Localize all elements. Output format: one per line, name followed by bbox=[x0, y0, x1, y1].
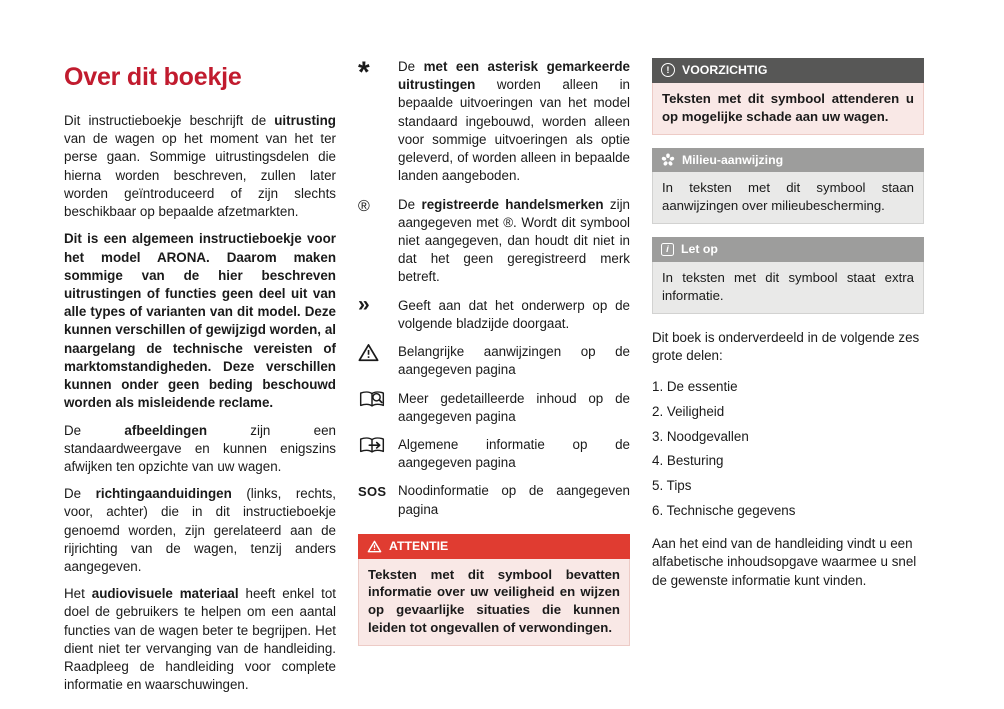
environment-box-body: In teksten met dit symbool staan aanwijzingen over milieubescherming. bbox=[652, 172, 924, 224]
note-box-title: Let op bbox=[681, 242, 718, 257]
environment-box-title: Milieu-aanwijzing bbox=[682, 152, 784, 167]
warning-triangle-icon bbox=[367, 540, 382, 553]
asterisk-icon: * bbox=[358, 56, 370, 89]
paragraph-arona-notice: Dit is een algemeen instructieboekje voor het model ARONA. Daarom maken sommige van de hier beschreven uitrustingen of functies geen deel uit van alle types of varianten van dit model. Deze kunnen verschillen of gewijzigd worden, al naargelang de technische vereisten of marktomstandigheden. Deze verschillen kunnen onder geen beding beschouwd worden als misleidende reclame. bbox=[64, 231, 336, 411]
page-content bbox=[64, 58, 924, 704]
book-structure-intro: Dit boek is onderverdeeld in de volgende zes grote delen: bbox=[652, 329, 920, 364]
legend-text: Algemene informatie op de aangegeven pagina bbox=[398, 436, 630, 471]
section-item: 5. Tips bbox=[652, 478, 692, 494]
attention-box bbox=[358, 534, 630, 647]
column-intro bbox=[64, 58, 336, 704]
legend-item-general-info bbox=[358, 436, 630, 472]
legend-item-registered bbox=[358, 196, 630, 287]
caution-box-title: VOORZICHTIG bbox=[682, 63, 768, 77]
info-icon: i bbox=[661, 243, 674, 256]
legend-text: De met een asterisk gemarkeerde uitrustingen worden alleen in bepaalde uitvoeringen van het model standaard ingebouwd, worden alleen voor sommige uitvoeringen als optie geleverd, of worden alleen in bepaalde landen aangeboden. bbox=[398, 59, 631, 184]
book-sections-list bbox=[652, 378, 924, 520]
attention-box-header bbox=[358, 534, 630, 559]
paragraph-afbeeldingen: De afbeeldingen zijn een standaardweergave en kunnen enigszins afwijken ten opzichte van uw wagen. bbox=[64, 422, 336, 474]
caution-box-body: Teksten met dit symbool attenderen u op mogelijke schade aan uw wagen. bbox=[652, 83, 924, 135]
note-box bbox=[652, 237, 924, 314]
book-magnifier-icon bbox=[358, 390, 398, 426]
legend-item-asterisk bbox=[358, 58, 630, 186]
column-symbols bbox=[358, 58, 630, 704]
legend-text: Geeft aan dat het onderwerp op de volgende bladzijde doorgaat. bbox=[398, 297, 630, 331]
attention-box-body: Teksten met dit symbool bevatten informatie over uw veiligheid en wijzen op gevaarlijke situaties die kunnen leiden tot ongevallen of verwondingen. bbox=[358, 559, 630, 647]
section-item: 1. De essentie bbox=[652, 379, 738, 395]
book-arrow-icon bbox=[358, 436, 398, 472]
column-notes bbox=[652, 58, 924, 704]
environment-flower-icon bbox=[661, 153, 675, 167]
legend-item-continue bbox=[358, 292, 630, 333]
section-item: 3. Noodgevallen bbox=[652, 428, 749, 444]
double-chevron-icon: » bbox=[358, 292, 370, 316]
legend-item-detail bbox=[358, 390, 630, 426]
caution-box bbox=[652, 58, 924, 135]
section-item: 2. Veiligheid bbox=[652, 404, 725, 420]
page-title: Over dit boekje bbox=[64, 63, 242, 91]
legend-text: Meer gedetailleerde inhoud op de aangegeven pagina bbox=[398, 390, 630, 424]
section-item: 6. Technische gegevens bbox=[652, 502, 796, 518]
paragraph-uitrusting: Dit instructieboekje beschrijft de uitrusting van de wagen op het moment van het ter perse gaan. Sommige uitrustingsdelen die hierna worden beschreven, zullen later worden geïntroduceerd of zijn slechts beschikbaar op bepaalde afzetmarkten. bbox=[64, 113, 336, 220]
note-box-header bbox=[652, 237, 924, 262]
sos-icon: SOS bbox=[358, 484, 387, 500]
index-note: Aan het eind van de handleiding vindt u een alfabetische inhoudsopgave waarmee u snel de gewenste informatie kunt vinden. bbox=[652, 536, 917, 588]
caution-circle-icon: ! bbox=[661, 63, 675, 77]
legend-text: Belangrijke aanwijzingen op de aangegeven pagina bbox=[398, 344, 630, 378]
caution-box-header bbox=[652, 58, 924, 83]
warning-triangle-icon bbox=[358, 343, 398, 379]
registered-trademark-icon: ® bbox=[358, 197, 370, 215]
environment-box bbox=[652, 148, 924, 225]
attention-box-title: ATTENTIE bbox=[389, 538, 449, 553]
legend-text: De registreerde handelsmerken zijn aangegeven met ®. Wordt dit symbool niet aangegeven, dan houdt dit niet in dat het geen geregistreerd merk betreft. bbox=[398, 196, 630, 285]
section-item: 4. Besturing bbox=[652, 453, 724, 469]
environment-box-header bbox=[652, 148, 924, 173]
paragraph-audiovisueel: Het audiovisuele materiaal heeft enkel tot doel de gebruikers te helpen om een aantal functies van de wagen beter te begrijpen. Het dient niet ter vervanging van de handleiding. Raadpleeg de handleiding voor complete informatie en waarschuwingen. bbox=[64, 586, 336, 693]
note-box-body: In teksten met dit symbool staat extra informatie. bbox=[652, 262, 924, 314]
legend-item-sos bbox=[358, 482, 630, 518]
legend-item-warning bbox=[358, 343, 630, 379]
paragraph-richtingaanduidingen: De richtingaanduidingen (links, rechts, voor, achter) die in dit instructieboekje genoemd worden, zijn gerelateerd aan de rijrichting van de wagen, tenzij anders aangegeven. bbox=[64, 486, 337, 575]
legend-text: Noodinformatie op de aangegeven pagina bbox=[398, 483, 630, 517]
